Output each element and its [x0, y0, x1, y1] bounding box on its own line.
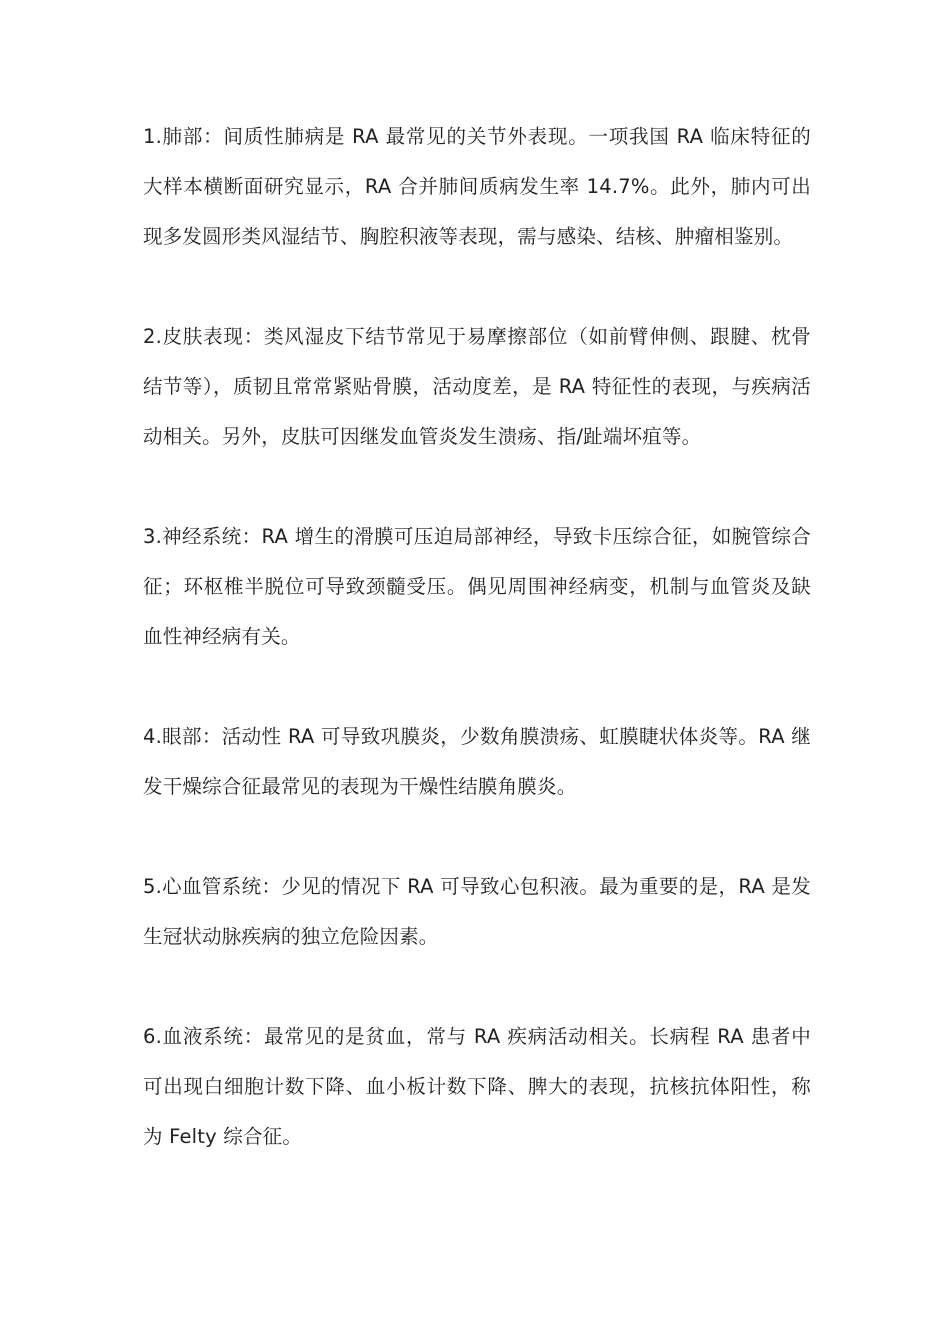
paragraph-nervous-system: 3.神经系统：RA 增生的滑膜可压迫局部神经，导致卡压综合征，如腕管综合征；环枢椎半脱位可导致颈髓受压。偶见周围神经病变，机制与血管炎及缺血性神经病有关。	[143, 525, 811, 648]
paragraph-cardiovascular: 5.心血管系统：少见的情况下 RA 可导致心包积液。最为重要的是，RA 是发生冠状动脉疾病的独立危险因素。	[143, 875, 811, 948]
document-body	[143, 112, 811, 1162]
paragraph-eye: 4.眼部：活动性 RA 可导致巩膜炎，少数角膜溃疡、虹膜睫状体炎等。RA 继发干燥综合征最常见的表现为干燥性结膜角膜炎。	[143, 725, 811, 798]
paragraph-skin: 2.皮肤表现：类风湿皮下结节常见于易摩擦部位（如前臂伸侧、跟腱、枕骨结节等），质韧且常常紧贴骨膜，活动度差，是 RA 特征性的表现，与疾病活动相关。另外，皮肤可因继发血管炎发生溃疡、指/趾端坏疽等。	[143, 325, 811, 448]
paragraph-blood-system: 6.血液系统：最常见的是贫血，常与 RA 疾病活动相关。长病程 RA 患者中可出现白细胞计数下降、血小板计数下降、脾大的表现，抗核抗体阳性，称为 Felty 综合征。	[143, 1025, 811, 1148]
paragraph-lung: 1.肺部：间质性肺病是 RA 最常见的关节外表现。一项我国 RA 临床特征的大样本横断面研究显示，RA 合并肺间质病发生率 14.7%。此外，肺内可出现多发圆形类风湿结节、胸腔积液等表现，需与感染、结核、肿瘤相鉴别。	[143, 125, 811, 248]
